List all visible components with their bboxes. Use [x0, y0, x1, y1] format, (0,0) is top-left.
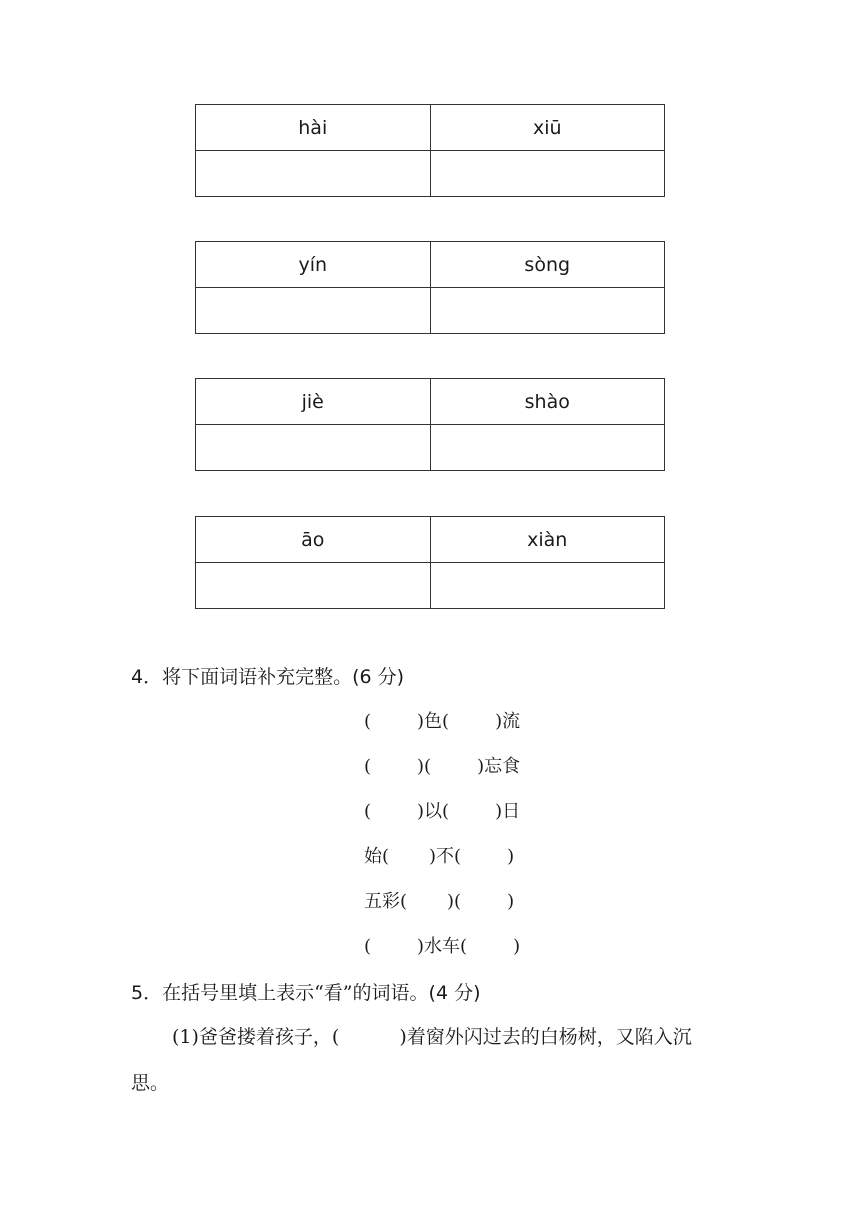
idiom-part: ( [364, 936, 372, 957]
pinyin-cell: jiè [196, 379, 431, 425]
pinyin-table-2 [195, 241, 665, 334]
answer-cell[interactable] [430, 151, 665, 197]
question-score: (6 分) [352, 666, 405, 688]
answer-cell[interactable] [196, 563, 431, 609]
idiom-item [364, 753, 520, 781]
sub-question-text: )着窗外闪过去的白杨树，又陷入沉 [399, 1026, 692, 1048]
idiom-item [364, 933, 520, 961]
pinyin-table-4 [195, 516, 665, 609]
idiom-item [364, 888, 514, 916]
idiom-part: )( [417, 756, 432, 777]
pinyin-cell: hài [196, 105, 431, 151]
answer-cell[interactable] [196, 425, 431, 471]
idiom-part: ( [364, 801, 372, 822]
pinyin-cell: sòng [430, 242, 665, 288]
answer-cell[interactable] [196, 288, 431, 334]
idiom-part: ) [507, 846, 515, 867]
pinyin-cell: yín [196, 242, 431, 288]
idiom-part: )流 [495, 711, 521, 732]
idiom-item [364, 708, 520, 736]
question-number: 4． [131, 666, 163, 688]
idiom-part: 始( [364, 846, 390, 867]
pinyin-cell: xiàn [430, 517, 665, 563]
sub-question-text: (1)爸爸搂着孩子，( [172, 1026, 340, 1048]
answer-cell[interactable] [430, 425, 665, 471]
question-text: 将下面词语补充完整。 [162, 666, 353, 688]
question-5 [131, 978, 481, 1008]
idiom-part: )忘食 [477, 756, 521, 777]
idiom-part: ( [364, 711, 372, 732]
pinyin-cell: āo [196, 517, 431, 563]
pinyin-cell: shào [430, 379, 665, 425]
idiom-item [364, 798, 520, 826]
pinyin-cell: xiū [430, 105, 665, 151]
idiom-part: )( [447, 891, 462, 912]
answer-cell[interactable] [430, 563, 665, 609]
pinyin-table-1 [195, 104, 665, 197]
idiom-part: )日 [495, 801, 521, 822]
question-text: 在括号里填上表示“看”的词语。 [162, 982, 429, 1004]
idiom-part: ( [364, 756, 372, 777]
idiom-item [364, 843, 514, 871]
sub-question-1 [172, 1022, 692, 1052]
question-score: (4 分) [428, 982, 481, 1004]
idiom-part: ) [507, 891, 515, 912]
idiom-part: 五彩( [364, 891, 408, 912]
answer-cell[interactable] [430, 288, 665, 334]
idiom-part: )以( [417, 801, 450, 822]
pinyin-table-3 [195, 378, 665, 471]
idiom-part: )不( [429, 846, 462, 867]
sub-question-text: 思。 [131, 1072, 170, 1094]
idiom-part: )水车( [417, 936, 468, 957]
idiom-part: ) [513, 936, 521, 957]
question-4 [131, 662, 404, 692]
sub-question-1-continuation [131, 1068, 169, 1098]
question-number: 5． [131, 982, 163, 1004]
idiom-part: )色( [417, 711, 450, 732]
answer-cell[interactable] [196, 151, 431, 197]
